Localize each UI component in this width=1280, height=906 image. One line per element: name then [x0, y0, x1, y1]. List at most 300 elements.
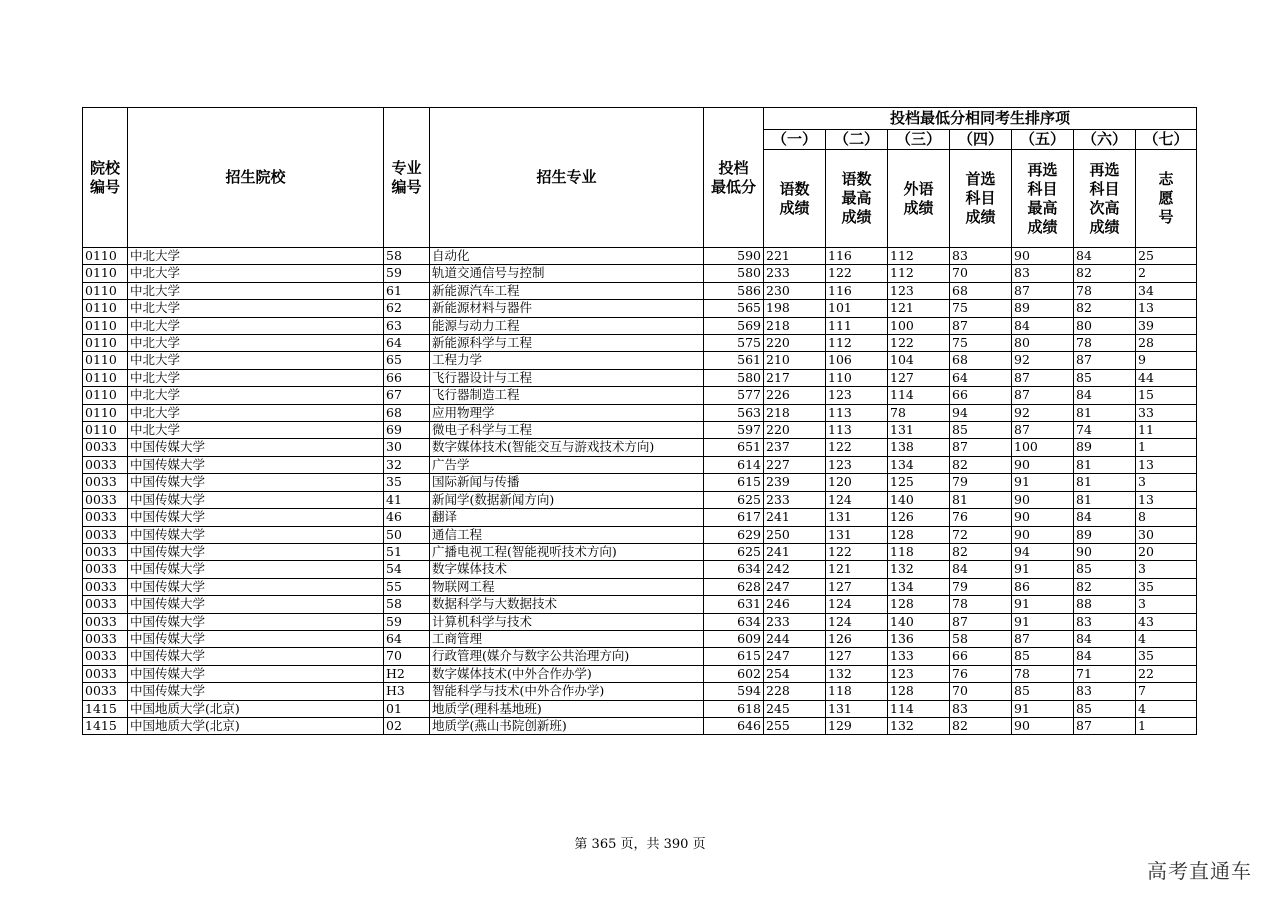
cell-school-name: 中国传媒大学 — [128, 630, 384, 647]
cell-min-score: 597 — [704, 422, 764, 439]
cell-major-code: 55 — [384, 578, 430, 595]
cell-choice-number: 15 — [1136, 387, 1197, 404]
cell-first-subject: 76 — [950, 665, 1012, 682]
cell-chinese-math-highest: 106 — [826, 352, 888, 369]
cell-major-code: 59 — [384, 613, 430, 630]
cell-school-name: 中国传媒大学 — [128, 683, 384, 700]
cell-school-code: 0033 — [83, 526, 128, 543]
cell-chinese-math: 218 — [764, 317, 826, 334]
cell-elective-second: 81 — [1074, 456, 1136, 473]
cell-min-score: 594 — [704, 683, 764, 700]
cell-chinese-math: 228 — [764, 683, 826, 700]
cell-elective-second: 85 — [1074, 369, 1136, 386]
cell-major-name: 广告学 — [430, 456, 704, 473]
header-group-title: 投档最低分相同考生排序项 — [764, 108, 1197, 130]
cell-major-name: 新能源科学与工程 — [430, 335, 704, 352]
cell-foreign-language: 121 — [888, 300, 950, 317]
table-row — [83, 717, 1197, 734]
cell-chinese-math: 198 — [764, 300, 826, 317]
cell-school-name: 中国传媒大学 — [128, 613, 384, 630]
cell-chinese-math: 245 — [764, 700, 826, 717]
cell-elective-highest: 90 — [1012, 248, 1074, 265]
cell-school-code: 0033 — [83, 474, 128, 491]
cell-major-code: 30 — [384, 439, 430, 456]
cell-elective-highest: 85 — [1012, 683, 1074, 700]
cell-choice-number: 43 — [1136, 613, 1197, 630]
cell-school-name: 中国传媒大学 — [128, 526, 384, 543]
cell-school-code: 0033 — [83, 439, 128, 456]
cell-chinese-math: 242 — [764, 561, 826, 578]
cell-choice-number: 9 — [1136, 352, 1197, 369]
table-row — [83, 317, 1197, 334]
cell-min-score: 646 — [704, 717, 764, 734]
cell-first-subject: 66 — [950, 648, 1012, 665]
cell-chinese-math-highest: 127 — [826, 578, 888, 595]
header-major-code: 专业 编号 — [384, 108, 430, 248]
cell-major-code: 58 — [384, 248, 430, 265]
cell-elective-highest: 91 — [1012, 474, 1074, 491]
header-sort-item-number: （三） — [888, 130, 950, 150]
cell-elective-highest: 90 — [1012, 456, 1074, 473]
cell-major-code: 65 — [384, 352, 430, 369]
cell-elective-highest: 91 — [1012, 596, 1074, 613]
cell-school-name: 中北大学 — [128, 369, 384, 386]
cell-min-score: 625 — [704, 543, 764, 560]
cell-major-name: 飞行器设计与工程 — [430, 369, 704, 386]
header-school-name: 招生院校 — [128, 108, 384, 248]
cell-min-score: 580 — [704, 369, 764, 386]
cell-foreign-language: 112 — [888, 248, 950, 265]
cell-elective-highest: 90 — [1012, 526, 1074, 543]
cell-major-code: 01 — [384, 700, 430, 717]
cell-school-name: 中国传媒大学 — [128, 578, 384, 595]
cell-first-subject: 84 — [950, 561, 1012, 578]
cell-school-name: 中国传媒大学 — [128, 474, 384, 491]
header-sort-item-number: （七） — [1136, 130, 1197, 150]
table-row — [83, 265, 1197, 282]
table-row — [83, 439, 1197, 456]
cell-chinese-math: 233 — [764, 265, 826, 282]
cell-major-code: 35 — [384, 474, 430, 491]
cell-foreign-language: 126 — [888, 509, 950, 526]
cell-major-code: 66 — [384, 369, 430, 386]
cell-foreign-language: 131 — [888, 422, 950, 439]
cell-school-name: 中国传媒大学 — [128, 439, 384, 456]
cell-elective-highest: 87 — [1012, 282, 1074, 299]
cell-choice-number: 13 — [1136, 456, 1197, 473]
cell-chinese-math: 217 — [764, 369, 826, 386]
cell-major-code: H2 — [384, 665, 430, 682]
cell-min-score: 577 — [704, 387, 764, 404]
cell-chinese-math-highest: 122 — [826, 543, 888, 560]
cell-choice-number: 28 — [1136, 335, 1197, 352]
header-sort-item-number: （四） — [950, 130, 1012, 150]
cell-major-code: 32 — [384, 456, 430, 473]
cell-chinese-math-highest: 111 — [826, 317, 888, 334]
cell-school-code: 0110 — [83, 265, 128, 282]
cell-chinese-math: 227 — [764, 456, 826, 473]
cell-min-score: 602 — [704, 665, 764, 682]
cell-school-name: 中国传媒大学 — [128, 509, 384, 526]
cell-major-code: 41 — [384, 491, 430, 508]
cell-elective-highest: 80 — [1012, 335, 1074, 352]
cell-first-subject: 70 — [950, 265, 1012, 282]
cell-first-subject: 83 — [950, 248, 1012, 265]
cell-foreign-language: 112 — [888, 265, 950, 282]
cell-choice-number: 1 — [1136, 717, 1197, 734]
cell-elective-highest: 91 — [1012, 613, 1074, 630]
cell-chinese-math-highest: 113 — [826, 422, 888, 439]
header-major-name: 招生专业 — [430, 108, 704, 248]
cell-chinese-math-highest: 121 — [826, 561, 888, 578]
cell-school-code: 0033 — [83, 561, 128, 578]
cell-school-name: 中北大学 — [128, 282, 384, 299]
cell-elective-second: 81 — [1074, 491, 1136, 508]
cell-first-subject: 81 — [950, 491, 1012, 508]
cell-major-name: 应用物理学 — [430, 404, 704, 421]
cell-major-name: 数字媒体技术(智能交互与游戏技术方向) — [430, 439, 704, 456]
cell-choice-number: 25 — [1136, 248, 1197, 265]
cell-elective-second: 90 — [1074, 543, 1136, 560]
cell-major-name: 通信工程 — [430, 526, 704, 543]
cell-min-score: 614 — [704, 456, 764, 473]
cell-chinese-math: 237 — [764, 439, 826, 456]
header-sort-item-number: （一） — [764, 130, 826, 150]
table-row — [83, 387, 1197, 404]
cell-major-code: 02 — [384, 717, 430, 734]
cell-chinese-math-highest: 122 — [826, 265, 888, 282]
header-sort-item-label: 首选 科目 成绩 — [950, 150, 1012, 248]
cell-elective-second: 84 — [1074, 630, 1136, 647]
cell-choice-number: 33 — [1136, 404, 1197, 421]
cell-first-subject: 94 — [950, 404, 1012, 421]
table-row — [83, 613, 1197, 630]
cell-major-code: 46 — [384, 509, 430, 526]
cell-choice-number: 44 — [1136, 369, 1197, 386]
cell-foreign-language: 134 — [888, 578, 950, 595]
cell-major-name: 计算机科学与技术 — [430, 613, 704, 630]
cell-min-score: 615 — [704, 648, 764, 665]
cell-elective-second: 80 — [1074, 317, 1136, 334]
cell-school-name: 中北大学 — [128, 248, 384, 265]
cell-chinese-math-highest: 116 — [826, 282, 888, 299]
cell-chinese-math-highest: 127 — [826, 648, 888, 665]
cell-major-name: 工程力学 — [430, 352, 704, 369]
cell-school-name: 中北大学 — [128, 404, 384, 421]
cell-chinese-math: 220 — [764, 335, 826, 352]
cell-foreign-language: 133 — [888, 648, 950, 665]
cell-major-code: 70 — [384, 648, 430, 665]
watermark: 高考直通车 — [1147, 859, 1252, 883]
cell-major-name: 地质学(燕山书院创新班) — [430, 717, 704, 734]
cell-school-code: 0110 — [83, 404, 128, 421]
cell-choice-number: 3 — [1136, 474, 1197, 491]
cell-school-code: 0110 — [83, 282, 128, 299]
cell-first-subject: 68 — [950, 352, 1012, 369]
cell-school-code: 0033 — [83, 683, 128, 700]
table-row — [83, 683, 1197, 700]
cell-school-name: 中国传媒大学 — [128, 665, 384, 682]
cell-chinese-math-highest: 112 — [826, 335, 888, 352]
cell-first-subject: 78 — [950, 596, 1012, 613]
cell-elective-second: 81 — [1074, 404, 1136, 421]
cell-first-subject: 82 — [950, 717, 1012, 734]
cell-elective-highest: 89 — [1012, 300, 1074, 317]
cell-elective-highest: 92 — [1012, 352, 1074, 369]
cell-major-code: 69 — [384, 422, 430, 439]
cell-major-name: 地质学(理科基地班) — [430, 700, 704, 717]
cell-chinese-math-highest: 131 — [826, 509, 888, 526]
cell-foreign-language: 138 — [888, 439, 950, 456]
cell-first-subject: 87 — [950, 317, 1012, 334]
cell-major-name: 数字媒体技术(中外合作办学) — [430, 665, 704, 682]
cell-school-code: 0033 — [83, 665, 128, 682]
cell-chinese-math-highest: 132 — [826, 665, 888, 682]
cell-major-name: 新能源材料与器件 — [430, 300, 704, 317]
cell-first-subject: 87 — [950, 613, 1012, 630]
cell-first-subject: 79 — [950, 578, 1012, 595]
cell-school-code: 0033 — [83, 648, 128, 665]
cell-elective-second: 87 — [1074, 717, 1136, 734]
cell-foreign-language: 122 — [888, 335, 950, 352]
cell-major-name: 飞行器制造工程 — [430, 387, 704, 404]
cell-major-code: 62 — [384, 300, 430, 317]
cell-major-name: 能源与动力工程 — [430, 317, 704, 334]
cell-school-name: 中国地质大学(北京) — [128, 700, 384, 717]
cell-choice-number: 3 — [1136, 561, 1197, 578]
cell-chinese-math-highest: 131 — [826, 526, 888, 543]
table-row — [83, 456, 1197, 473]
cell-major-name: 数字媒体技术 — [430, 561, 704, 578]
cell-major-name: 广播电视工程(智能视听技术方向) — [430, 543, 704, 560]
cell-choice-number: 7 — [1136, 683, 1197, 700]
cell-school-code: 0110 — [83, 352, 128, 369]
cell-elective-highest: 87 — [1012, 422, 1074, 439]
cell-min-score: 563 — [704, 404, 764, 421]
cell-choice-number: 4 — [1136, 700, 1197, 717]
cell-elective-second: 84 — [1074, 248, 1136, 265]
cell-choice-number: 35 — [1136, 578, 1197, 595]
cell-major-code: 64 — [384, 335, 430, 352]
cell-school-code: 0110 — [83, 422, 128, 439]
table-row — [83, 700, 1197, 717]
cell-min-score: 628 — [704, 578, 764, 595]
cell-school-code: 0110 — [83, 317, 128, 334]
cell-chinese-math: 230 — [764, 282, 826, 299]
cell-school-name: 中国地质大学(北京) — [128, 717, 384, 734]
cell-elective-highest: 86 — [1012, 578, 1074, 595]
cell-chinese-math-highest: 129 — [826, 717, 888, 734]
cell-school-code: 0033 — [83, 613, 128, 630]
cell-major-code: 50 — [384, 526, 430, 543]
header-sort-item-label: 外语 成绩 — [888, 150, 950, 248]
header-min-score: 投档 最低分 — [704, 108, 764, 248]
cell-elective-highest: 91 — [1012, 700, 1074, 717]
cell-elective-highest: 87 — [1012, 369, 1074, 386]
header-sort-item-number: （二） — [826, 130, 888, 150]
cell-school-name: 中北大学 — [128, 300, 384, 317]
table-row — [83, 282, 1197, 299]
table-row — [83, 352, 1197, 369]
cell-foreign-language: 100 — [888, 317, 950, 334]
cell-min-score: 615 — [704, 474, 764, 491]
cell-chinese-math: 239 — [764, 474, 826, 491]
cell-foreign-language: 128 — [888, 683, 950, 700]
cell-first-subject: 83 — [950, 700, 1012, 717]
cell-min-score: 580 — [704, 265, 764, 282]
cell-min-score: 617 — [704, 509, 764, 526]
cell-foreign-language: 132 — [888, 561, 950, 578]
cell-elective-highest: 87 — [1012, 387, 1074, 404]
cell-foreign-language: 118 — [888, 543, 950, 560]
cell-choice-number: 35 — [1136, 648, 1197, 665]
cell-major-name: 新能源汽车工程 — [430, 282, 704, 299]
cell-foreign-language: 128 — [888, 596, 950, 613]
cell-elective-second: 88 — [1074, 596, 1136, 613]
cell-min-score: 634 — [704, 561, 764, 578]
cell-chinese-math: 247 — [764, 648, 826, 665]
cell-school-name: 中北大学 — [128, 352, 384, 369]
cell-school-code: 0110 — [83, 300, 128, 317]
cell-major-code: 64 — [384, 630, 430, 647]
table-row — [83, 543, 1197, 560]
cell-foreign-language: 114 — [888, 700, 950, 717]
header-school-code: 院校 编号 — [83, 108, 128, 248]
cell-elective-highest: 90 — [1012, 509, 1074, 526]
cell-choice-number: 13 — [1136, 491, 1197, 508]
cell-foreign-language: 78 — [888, 404, 950, 421]
cell-first-subject: 87 — [950, 439, 1012, 456]
cell-choice-number: 34 — [1136, 282, 1197, 299]
cell-chinese-math-highest: 118 — [826, 683, 888, 700]
cell-foreign-language: 132 — [888, 717, 950, 734]
cell-first-subject: 70 — [950, 683, 1012, 700]
cell-elective-second: 71 — [1074, 665, 1136, 682]
page-footer: 第 365 页，共 390 页 — [574, 837, 706, 852]
cell-major-name: 新闻学(数据新闻方向) — [430, 491, 704, 508]
header-sort-item-label: 再选 科目 次高 成绩 — [1074, 150, 1136, 248]
table-row — [83, 300, 1197, 317]
cell-elective-highest: 78 — [1012, 665, 1074, 682]
cell-school-code: 0033 — [83, 456, 128, 473]
cell-major-name: 数据科学与大数据技术 — [430, 596, 704, 613]
table-row — [83, 596, 1197, 613]
cell-major-name: 国际新闻与传播 — [430, 474, 704, 491]
cell-elective-highest: 87 — [1012, 630, 1074, 647]
cell-chinese-math-highest: 126 — [826, 630, 888, 647]
table-row — [83, 248, 1197, 265]
cell-chinese-math: 241 — [764, 543, 826, 560]
cell-foreign-language: 136 — [888, 630, 950, 647]
cell-choice-number: 3 — [1136, 596, 1197, 613]
cell-major-code: 54 — [384, 561, 430, 578]
cell-school-code: 0110 — [83, 387, 128, 404]
cell-major-name: 智能科学与技术(中外合作办学) — [430, 683, 704, 700]
cell-min-score: 631 — [704, 596, 764, 613]
cell-foreign-language: 134 — [888, 456, 950, 473]
cell-min-score: 609 — [704, 630, 764, 647]
cell-chinese-math: 244 — [764, 630, 826, 647]
cell-major-code: 61 — [384, 282, 430, 299]
cell-major-code: 59 — [384, 265, 430, 282]
table-row — [83, 561, 1197, 578]
cell-elective-second: 83 — [1074, 683, 1136, 700]
cell-min-score: 575 — [704, 335, 764, 352]
cell-min-score: 590 — [704, 248, 764, 265]
cell-school-code: 0033 — [83, 578, 128, 595]
cell-chinese-math-highest: 124 — [826, 596, 888, 613]
cell-elective-highest: 94 — [1012, 543, 1074, 560]
cell-chinese-math-highest: 116 — [826, 248, 888, 265]
cell-school-code: 0110 — [83, 369, 128, 386]
cell-chinese-math-highest: 123 — [826, 387, 888, 404]
cell-min-score: 586 — [704, 282, 764, 299]
table-row — [83, 422, 1197, 439]
cell-chinese-math: 218 — [764, 404, 826, 421]
cell-major-code: 58 — [384, 596, 430, 613]
cell-school-name: 中北大学 — [128, 335, 384, 352]
cell-chinese-math-highest: 124 — [826, 613, 888, 630]
cell-elective-second: 89 — [1074, 439, 1136, 456]
cell-chinese-math: 241 — [764, 509, 826, 526]
cell-first-subject: 72 — [950, 526, 1012, 543]
cell-chinese-math-highest: 120 — [826, 474, 888, 491]
cell-school-code: 0033 — [83, 543, 128, 560]
cell-major-code: 68 — [384, 404, 430, 421]
cell-major-name: 物联网工程 — [430, 578, 704, 595]
cell-choice-number: 30 — [1136, 526, 1197, 543]
cell-foreign-language: 123 — [888, 282, 950, 299]
cell-elective-second: 89 — [1074, 526, 1136, 543]
cell-choice-number: 20 — [1136, 543, 1197, 560]
cell-first-subject: 85 — [950, 422, 1012, 439]
cell-chinese-math: 221 — [764, 248, 826, 265]
cell-first-subject: 79 — [950, 474, 1012, 491]
cell-elective-highest: 92 — [1012, 404, 1074, 421]
cell-major-name: 轨道交通信号与控制 — [430, 265, 704, 282]
cell-foreign-language: 127 — [888, 369, 950, 386]
cell-elective-highest: 85 — [1012, 648, 1074, 665]
cell-school-name: 中国传媒大学 — [128, 561, 384, 578]
cell-chinese-math: 247 — [764, 578, 826, 595]
cell-chinese-math: 210 — [764, 352, 826, 369]
cell-school-code: 0033 — [83, 630, 128, 647]
table-row — [83, 474, 1197, 491]
table-row — [83, 630, 1197, 647]
cell-first-subject: 58 — [950, 630, 1012, 647]
cell-major-name: 工商管理 — [430, 630, 704, 647]
cell-major-code: H3 — [384, 683, 430, 700]
cell-chinese-math: 233 — [764, 491, 826, 508]
cell-school-code: 0033 — [83, 596, 128, 613]
cell-elective-highest: 91 — [1012, 561, 1074, 578]
cell-major-name: 微电子科学与工程 — [430, 422, 704, 439]
cell-major-name: 翻译 — [430, 509, 704, 526]
cell-choice-number: 13 — [1136, 300, 1197, 317]
cell-first-subject: 68 — [950, 282, 1012, 299]
cell-chinese-math: 250 — [764, 526, 826, 543]
cell-min-score: 625 — [704, 491, 764, 508]
cell-foreign-language: 114 — [888, 387, 950, 404]
cell-elective-highest: 100 — [1012, 439, 1074, 456]
table-row — [83, 665, 1197, 682]
cell-choice-number: 2 — [1136, 265, 1197, 282]
cell-major-name: 自动化 — [430, 248, 704, 265]
table-row — [83, 648, 1197, 665]
table-row — [83, 526, 1197, 543]
cell-first-subject: 75 — [950, 300, 1012, 317]
cell-first-subject: 82 — [950, 543, 1012, 560]
